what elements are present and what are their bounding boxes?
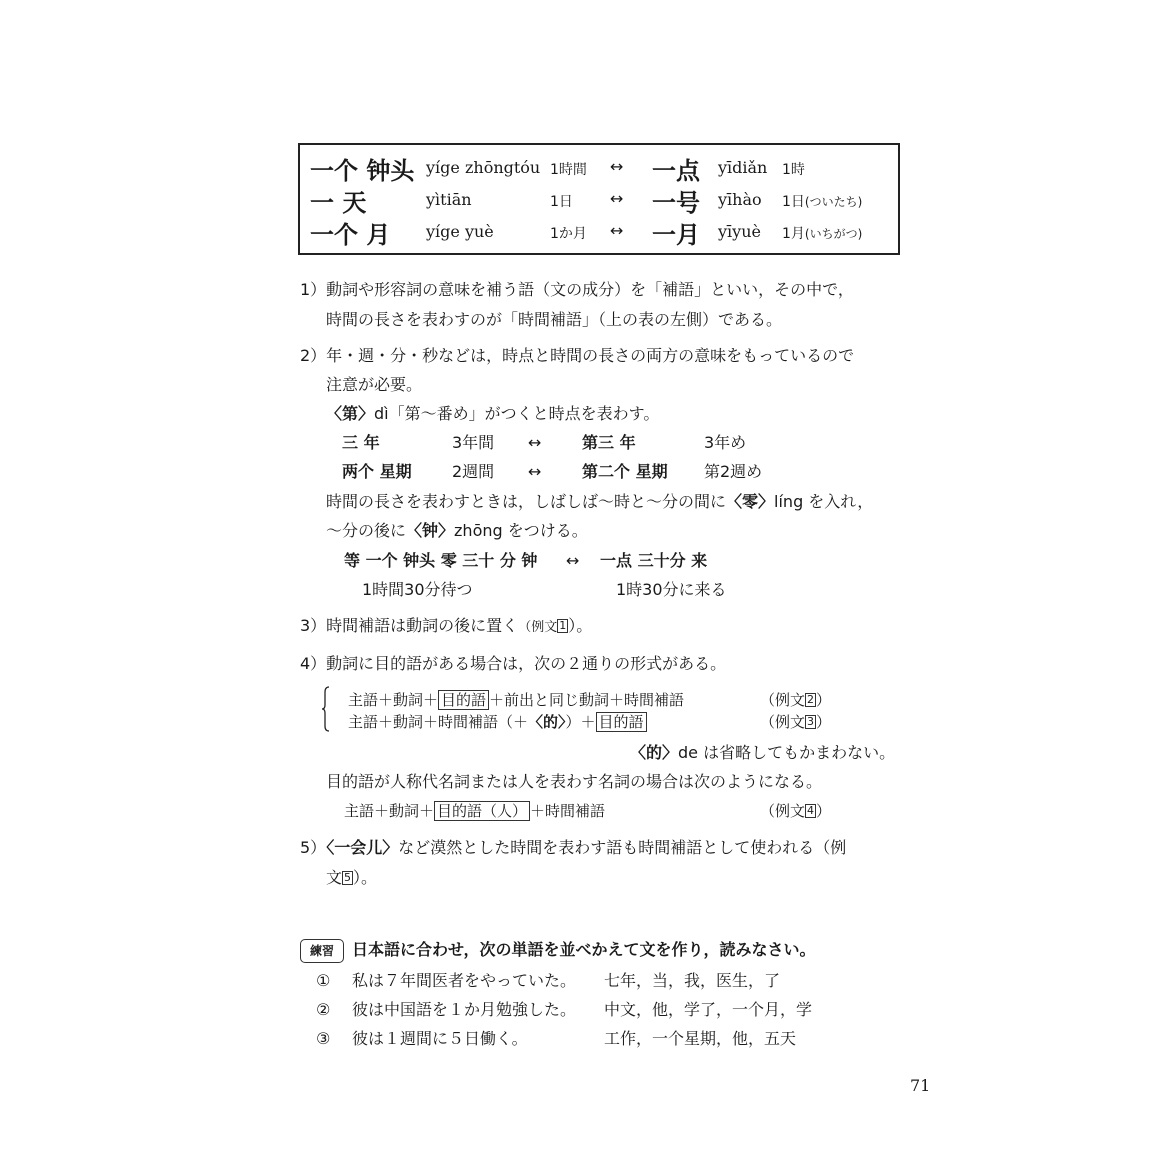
duration-word: 一个 钟头 — [310, 156, 415, 185]
example-jp: 3年間 — [452, 433, 495, 452]
timepoint-meaning: 1月(いちがつ) — [782, 226, 863, 242]
formula-3-ref: （例文 4 ） — [760, 802, 832, 820]
exercise-badge: 練習 — [300, 939, 344, 963]
point-2-ling-line: 時間の長さを表わすときは，しばしば～時と～分の間に〈零〉líng を入れ， — [326, 492, 874, 511]
formula-3: 主語＋動詞＋ 目的語（人） ＋時間補語 — [344, 802, 606, 820]
timepoint-word: 一月 — [652, 220, 700, 249]
table-row — [300, 151, 898, 183]
example-cn: 一点 三十分 来 — [600, 551, 708, 570]
duration-meaning: 1時間 — [550, 162, 587, 178]
point-5-line-1: 5）〈一会儿〉など漠然とした時間を表わす語も時間補語として使われる（例 — [300, 838, 847, 857]
example-cn: 三 年 — [342, 433, 380, 452]
duration-word: 一个 月 — [310, 220, 391, 249]
object-box: 目的語 — [438, 690, 489, 710]
arrow-icon: ↔ — [528, 462, 542, 481]
timepoint-meaning: 1時 — [782, 162, 805, 178]
exercise-num: ① — [316, 971, 331, 990]
duration-meaning: 1日 — [550, 194, 573, 210]
exercise-words: 七年，当，我，医生，了 — [604, 971, 781, 990]
table-row — [300, 183, 898, 215]
example-cn: 第二个 星期 — [582, 462, 668, 481]
point-1-line-1: 1）動詞や形容詞の意味を補う語（文の成分）を「補語」といい，その中で， — [300, 280, 854, 299]
arrow-icon: ↔ — [566, 551, 580, 570]
point-3: 3）時間補語は動詞の後に置く（例文 1 ）。 — [300, 616, 593, 635]
point-2-di-line: 〈第〉dì「第～番め」がつくと時点を表わす。 — [326, 404, 660, 423]
example-jp: 3年め — [704, 433, 747, 452]
vocab-table — [298, 143, 900, 255]
duration-pinyin: yíge zhōngtóu — [426, 158, 541, 177]
formula-1-ref: （例文 2 ） — [760, 691, 832, 709]
timepoint-pinyin: yīhào — [718, 190, 762, 209]
example-cn: 等 一个 钟头 零 三十 分 钟 — [344, 551, 538, 570]
point-2-line-1: 2）年・週・分・秒などは，時点と時間の長さの両方の意味をもっているので — [300, 346, 855, 365]
point-4-line-1: 4）動詞に目的語がある場合は，次の２通りの形式がある。 — [300, 654, 727, 673]
timepoint-pinyin: yīyuè — [718, 222, 761, 241]
exercise-title: 日本語に合わせ，次の単語を並べかえて文を作り，読みなさい。 — [352, 940, 816, 959]
point-1-line-2: 時間の長さを表わすのが「時間補語」（上の表の左側）である。 — [326, 310, 783, 329]
formula-2: 主語＋動詞＋時間補語（＋〈的〉）＋ 目的語 — [348, 712, 647, 732]
timepoint-pinyin: yīdiǎn — [718, 158, 768, 177]
duration-word: 一 天 — [310, 188, 367, 217]
example-jp: 2週間 — [452, 462, 495, 481]
timepoint-meaning: 1日(ついたち) — [782, 194, 863, 210]
exercise-words: 中文，他，学了，一个月，学 — [604, 1000, 813, 1019]
example-jp: 第2週め — [704, 462, 763, 481]
example-cn: 第三 年 — [582, 433, 636, 452]
duration-meaning: 1か月 — [550, 226, 587, 242]
page-number: 71 — [910, 1076, 931, 1095]
arrow-icon: ↔ — [610, 157, 624, 176]
exercise-jp: 彼は中国語を１か月勉強した。 — [352, 1000, 577, 1019]
timepoint-word: 一点 — [652, 156, 700, 185]
formula-1: 主語＋動詞＋ 目的語 ＋前出と同じ動詞＋時間補語 — [348, 691, 685, 709]
duration-pinyin: yìtiān — [426, 190, 472, 209]
point-2-zhong-line: ～分の後に〈钟〉zhōng をつける。 — [326, 521, 588, 540]
de-note: 〈的〉de は省略してもかまわない。 — [630, 743, 896, 762]
brace-icon — [322, 686, 330, 732]
point-5-line-2: 文 5 ）。 — [326, 868, 378, 887]
duration-pinyin: yíge yuè — [426, 222, 494, 241]
example-jp: 1時30分に来る — [616, 580, 727, 599]
point-4-person-line: 目的語が人称代名詞または人を表わす名詞の場合は次のようになる。 — [326, 772, 823, 791]
example-cn: 两个 星期 — [342, 462, 412, 481]
exercise-num: ② — [316, 1000, 331, 1019]
table-row — [300, 215, 898, 247]
object-box: 目的語（人） — [434, 801, 530, 821]
point-2-line-2: 注意が必要。 — [326, 375, 423, 394]
exercise-jp: 彼は１週間に５日働く。 — [352, 1029, 528, 1048]
exercise-jp: 私は７年間医者をやっていた。 — [352, 971, 577, 990]
exercise-words: 工作，一个星期，他，五天 — [604, 1029, 797, 1048]
arrow-icon: ↔ — [610, 189, 624, 208]
timepoint-word: 一号 — [652, 188, 700, 217]
formula-2-ref: （例文 3 ） — [760, 713, 832, 731]
arrow-icon: ↔ — [610, 221, 624, 240]
object-box: 目的語 — [596, 712, 647, 732]
example-jp: 1時間30分待つ — [362, 580, 473, 599]
exercise-num: ③ — [316, 1029, 331, 1048]
arrow-icon: ↔ — [528, 433, 542, 452]
